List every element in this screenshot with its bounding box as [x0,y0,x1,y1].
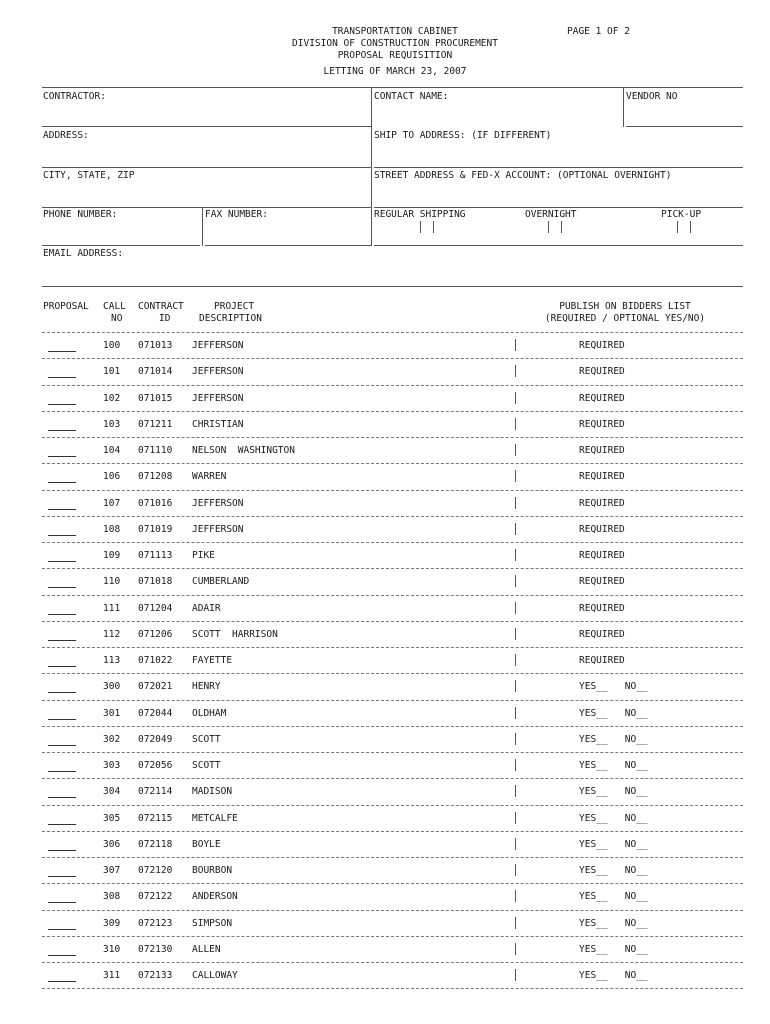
row-separator [515,523,516,535]
row-separator [515,890,516,902]
row-call-no: 113 [103,655,121,666]
row-contract-id: 072114 [138,786,173,797]
row-contract-id: 072122 [138,891,173,902]
proposal-checkbox-line[interactable] [48,745,76,746]
row-description: OLDHAM [192,708,227,719]
fax-field[interactable] [205,245,371,246]
col-publish: PUBLISH ON BIDDERS LIST [559,301,691,312]
row-contract-id: 071110 [138,445,173,456]
form-divider [202,208,203,246]
row-divider [42,358,743,359]
proposal-checkbox-line[interactable] [48,771,76,772]
row-description: METCALFE [192,813,238,824]
row-call-no: 102 [103,393,121,404]
row-call-no: 306 [103,839,121,850]
row-separator [515,602,516,614]
proposal-checkbox-line[interactable] [48,955,76,956]
row-publish[interactable]: YES__ NO__ [579,786,648,797]
row-separator [515,917,516,929]
proposal-checkbox-line[interactable] [48,456,76,457]
regular-shipping-checkbox-right[interactable] [433,221,434,233]
form-divider [623,88,624,127]
row-publish[interactable]: REQUIRED [579,629,625,640]
city-state-zip-field[interactable] [42,207,371,208]
row-divider [42,988,743,989]
page-number: PAGE 1 OF 2 [567,26,630,37]
row-separator [515,365,516,377]
row-description: PIKE [192,550,215,561]
proposal-checkbox-line[interactable] [48,535,76,536]
pickup-checkbox-right[interactable] [690,221,691,233]
form-divider [371,127,372,168]
row-contract-id: 071022 [138,655,173,666]
row-contract-id: 072049 [138,734,173,745]
row-publish[interactable]: REQUIRED [579,419,625,430]
proposal-checkbox-line[interactable] [48,482,76,483]
row-publish[interactable]: YES__ NO__ [579,970,648,981]
row-separator [515,470,516,482]
header-division: DIVISION OF CONSTRUCTION PROCUREMENT [292,38,498,49]
row-divider [42,411,743,412]
row-divider [42,595,743,596]
row-divider [42,647,743,648]
row-description: SIMPSON [192,918,233,929]
row-call-no: 310 [103,944,121,955]
contractor-field[interactable] [42,126,371,127]
row-description: CUMBERLAND [192,576,250,587]
row-description: NELSON WASHINGTON [192,445,295,456]
row-description: ANDERSON [192,891,238,902]
row-call-no: 308 [103,891,121,902]
row-call-no: 309 [103,918,121,929]
street-fedex-field[interactable] [374,207,743,208]
row-separator [515,943,516,955]
row-call-no: 112 [103,629,121,640]
phone-label: PHONE NUMBER: [43,209,118,220]
row-contract-id: 071113 [138,550,173,561]
row-divider [42,516,743,517]
row-description: JEFFERSON [192,340,244,351]
header-letting: LETTING OF MARCH 23, 2007 [323,66,467,77]
row-publish[interactable]: YES__ NO__ [579,891,648,902]
row-call-no: 106 [103,471,121,482]
proposal-checkbox-line[interactable] [48,351,76,352]
row-divider [42,700,743,701]
row-contract-id: 071211 [138,419,173,430]
row-separator [515,654,516,666]
row-publish[interactable]: YES__ NO__ [579,813,648,824]
row-call-no: 109 [103,550,121,561]
regular-shipping-label: REGULAR SHIPPING [374,209,466,220]
proposal-checkbox-line[interactable] [48,902,76,903]
row-publish[interactable]: YES__ NO__ [579,681,648,692]
proposal-checkbox-line[interactable] [48,850,76,851]
row-separator [515,497,516,509]
row-call-no: 304 [103,786,121,797]
row-description: ADAIR [192,603,221,614]
row-divider [42,621,743,622]
row-divider [42,883,743,884]
proposal-checkbox-line[interactable] [48,561,76,562]
proposal-checkbox-line[interactable] [48,876,76,877]
pickup-label: PICK-UP [661,209,702,220]
proposal-checkbox-line[interactable] [48,824,76,825]
row-divider [42,437,743,438]
row-description: SCOTT HARRISON [192,629,278,640]
row-contract-id: 072115 [138,813,173,824]
form-top-rule [42,87,743,88]
row-divider [42,542,743,543]
row-description: MADISON [192,786,233,797]
row-divider [42,962,743,963]
row-publish[interactable]: REQUIRED [579,393,625,404]
row-description: JEFFERSON [192,366,244,377]
row-separator [515,549,516,561]
col-publish-sub: (REQUIRED / OPTIONAL YES/NO) [544,313,706,324]
row-contract-id: 071206 [138,629,173,640]
row-call-no: 302 [103,734,121,745]
fax-label: FAX NUMBER: [205,209,268,220]
row-description: SCOTT [192,734,221,745]
row-divider [42,778,743,779]
row-call-no: 110 [103,576,121,587]
row-description: BOYLE [192,839,221,850]
row-call-no: 305 [103,813,121,824]
col-project: PROJECT [214,301,255,312]
row-publish[interactable]: REQUIRED [579,445,625,456]
row-publish[interactable]: REQUIRED [579,498,625,509]
row-description: ALLEN [192,944,221,955]
row-divider [42,673,743,674]
overnight-checkbox-right[interactable] [561,221,562,233]
row-call-no: 101 [103,366,121,377]
row-contract-id: 071019 [138,524,173,535]
row-divider [42,490,743,491]
row-contract-id: 072123 [138,918,173,929]
row-call-no: 301 [103,708,121,719]
row-publish[interactable]: YES__ NO__ [579,734,648,745]
row-publish[interactable]: REQUIRED [579,576,625,587]
form-divider [371,88,372,127]
row-separator [515,707,516,719]
col-no: NO [111,313,123,324]
col-call: CALL [103,301,126,312]
proposal-checkbox-line[interactable] [48,430,76,431]
row-divider [42,332,743,333]
address-field[interactable] [42,167,371,168]
row-divider [42,752,743,753]
row-call-no: 104 [103,445,121,456]
proposal-checkbox-line[interactable] [48,509,76,510]
proposal-checkbox-line[interactable] [48,981,76,982]
form-divider [371,208,372,246]
row-contract-id: 072133 [138,970,173,981]
row-publish[interactable]: REQUIRED [579,603,625,614]
row-contract-id: 071015 [138,393,173,404]
row-separator [515,733,516,745]
col-proposal: PROPOSAL [43,301,89,312]
row-separator [515,339,516,351]
row-contract-id: 071013 [138,340,173,351]
regular-shipping-checkbox-left[interactable] [420,221,421,233]
row-contract-id: 071204 [138,603,173,614]
row-separator [515,418,516,430]
vendor-no-label: VENDOR NO [626,91,678,102]
row-contract-id: 071016 [138,498,173,509]
row-separator [515,838,516,850]
row-description: CALLOWAY [192,970,238,981]
row-separator [515,628,516,640]
row-contract-id: 071014 [138,366,173,377]
col-description: DESCRIPTION [199,313,262,324]
proposal-checkbox-line[interactable] [48,640,76,641]
row-contract-id: 072056 [138,760,173,771]
row-description: FAYETTE [192,655,233,666]
row-separator [515,785,516,797]
street-fedex-label: STREET ADDRESS & FED-X ACCOUNT: (OPTIONAL OVERNIGHT) [374,170,672,181]
email-label: EMAIL ADDRESS: [43,248,124,259]
overnight-label: OVERNIGHT [525,209,577,220]
vendor-no-field[interactable] [626,126,743,127]
row-contract-id: 072130 [138,944,173,955]
row-publish[interactable]: YES__ NO__ [579,839,648,850]
city-state-zip-label: CITY, STATE, ZIP [43,170,135,181]
proposal-checkbox-line[interactable] [48,666,76,667]
row-divider [42,385,743,386]
row-publish[interactable]: REQUIRED [579,524,625,535]
row-call-no: 300 [103,681,121,692]
row-call-no: 108 [103,524,121,535]
row-publish[interactable]: REQUIRED [579,471,625,482]
row-divider [42,831,743,832]
row-call-no: 111 [103,603,121,614]
row-contract-id: 072120 [138,865,173,876]
ship-to-label: SHIP TO ADDRESS: (IF DIFFERENT) [374,130,552,141]
row-publish[interactable]: YES__ NO__ [579,760,648,771]
row-contract-id: 072021 [138,681,173,692]
row-separator [515,680,516,692]
row-contract-id: 072044 [138,708,173,719]
row-separator [515,864,516,876]
row-divider [42,568,743,569]
row-publish[interactable]: REQUIRED [579,340,625,351]
row-publish[interactable]: YES__ NO__ [579,918,648,929]
row-divider [42,857,743,858]
email-field[interactable] [42,286,743,287]
pickup-checkbox-left[interactable] [677,221,678,233]
proposal-checkbox-line[interactable] [48,614,76,615]
row-description: HENRY [192,681,221,692]
row-publish[interactable]: REQUIRED [579,550,625,561]
row-separator [515,759,516,771]
proposal-checkbox-line[interactable] [48,404,76,405]
row-publish[interactable]: YES__ NO__ [579,708,648,719]
row-call-no: 307 [103,865,121,876]
row-separator [515,444,516,456]
row-description: SCOTT [192,760,221,771]
row-call-no: 303 [103,760,121,771]
col-id: ID [159,313,171,324]
proposal-checkbox-line[interactable] [48,377,76,378]
ship-to-field[interactable] [374,167,743,168]
contact-name-label: CONTACT NAME: [374,91,449,102]
row-call-no: 100 [103,340,121,351]
row-divider [42,463,743,464]
row-call-no: 311 [103,970,121,981]
proposal-checkbox-line[interactable] [48,692,76,693]
proposal-checkbox-line[interactable] [48,587,76,588]
row-call-no: 107 [103,498,121,509]
contractor-label: CONTRACTOR: [43,91,106,102]
row-description: BOURBON [192,865,233,876]
proposal-checkbox-line[interactable] [48,929,76,930]
row-publish[interactable]: YES__ NO__ [579,865,648,876]
shipping-field[interactable] [374,245,743,246]
phone-field[interactable] [42,245,200,246]
row-description: JEFFERSON [192,498,244,509]
row-separator [515,812,516,824]
row-divider [42,805,743,806]
row-divider [42,910,743,911]
row-publish[interactable]: REQUIRED [579,655,625,666]
row-contract-id: 071018 [138,576,173,587]
row-divider [42,726,743,727]
row-description: CHRISTIAN [192,419,244,430]
address-label: ADDRESS: [43,130,89,141]
row-description: JEFFERSON [192,524,244,535]
header-title: TRANSPORTATION CABINET [332,26,458,37]
row-separator [515,575,516,587]
row-publish[interactable]: REQUIRED [579,366,625,377]
form-divider [371,168,372,208]
row-call-no: 103 [103,419,121,430]
proposal-checkbox-line[interactable] [48,719,76,720]
col-contract: CONTRACT [138,301,184,312]
overnight-checkbox-left[interactable] [548,221,549,233]
proposal-checkbox-line[interactable] [48,797,76,798]
row-contract-id: 071208 [138,471,173,482]
row-description: JEFFERSON [192,393,244,404]
row-description: WARREN [192,471,227,482]
row-publish[interactable]: YES__ NO__ [579,944,648,955]
header-subtitle: PROPOSAL REQUISITION [337,50,453,61]
row-contract-id: 072118 [138,839,173,850]
row-divider [42,936,743,937]
row-separator [515,969,516,981]
row-separator [515,392,516,404]
